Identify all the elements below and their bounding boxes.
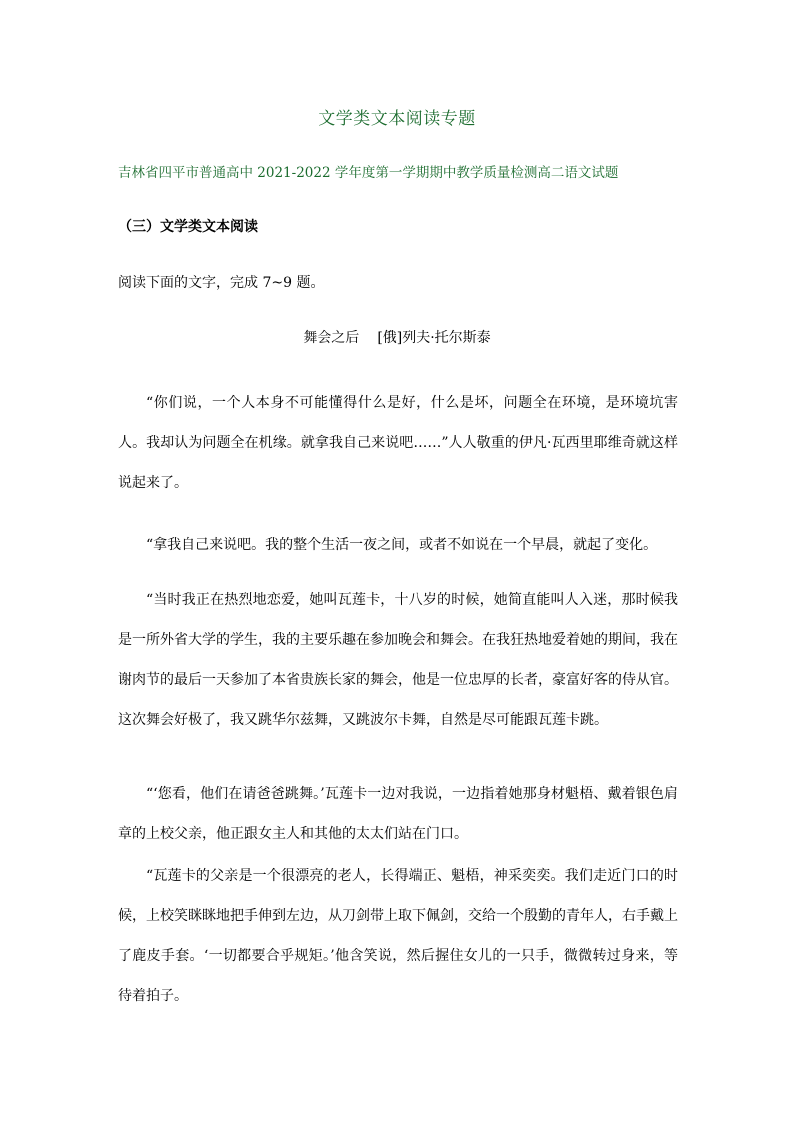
story-paragraph: “当时我正在热烈地恋爱，她叫瓦莲卡，十八岁的时候，她简直能叫人入迷，那时候我是一所外省大学的学生，我的主要乐趣在参加晚会和舞会。在我狂热地爱着她的期间，我在谢肉节的最后一天参加了本省贵族长家的舞会，他是一位忠厚的长者，豪富好客的侍从官。这次舞会好极了，我又跳华尔兹舞，又跳波尔卡舞，自然是尽可能跟瓦莲卡跳。 xyxy=(118,592,678,728)
story-title-line xyxy=(0,327,794,347)
story-paragraph: “拿我自己来说吧。我的整个生活一夜之间，或者不如说在一个早晨，就起了变化。 xyxy=(146,537,658,553)
story-author: [俄]列夫·托尔斯泰 xyxy=(377,330,491,346)
story-title: 舞会之后 xyxy=(303,330,360,346)
story-paragraph: “你们说，一个人本身不可能懂得什么是好，什么是坏，问题全在环境，是环境坑害人。我却认为问题全在机缘。就拿我自己来说吧……”人人敬重的伊凡·瓦西里耶维奇就这样说起来了。 xyxy=(118,395,678,491)
section-heading: （三）文学类文本阅读 xyxy=(118,219,258,235)
exam-source-line: 吉林省四平市普通高中 2021-2022 学年度第一学期期中教学质量检测高二语文试题 xyxy=(118,165,619,181)
reading-instruction: 阅读下面的文字，完成 7~9 题。 xyxy=(118,275,325,291)
story-paragraph: “瓦莲卡的父亲是一个很漂亮的老人，长得端正、魁梧，神采奕奕。我们走近门口的时候，上校笑眯眯地把手伸到左边，从刀剑带上取下佩剑，交给一个殷勤的青年人，右手戴上了鹿皮手套。‘一切都要合乎规矩。’他含笑说，然后握住女儿的一只手，微微转过身来，等待着拍子。 xyxy=(118,868,678,1004)
document-title: 文学类文本阅读专题 xyxy=(318,109,476,129)
story-paragraph: “‘您看，他们在请爸爸跳舞。’瓦莲卡一边对我说，一边指着她那身材魁梧、戴着银色肩章的上校父亲，他正跟女主人和其他的太太们站在门口。 xyxy=(118,786,678,842)
